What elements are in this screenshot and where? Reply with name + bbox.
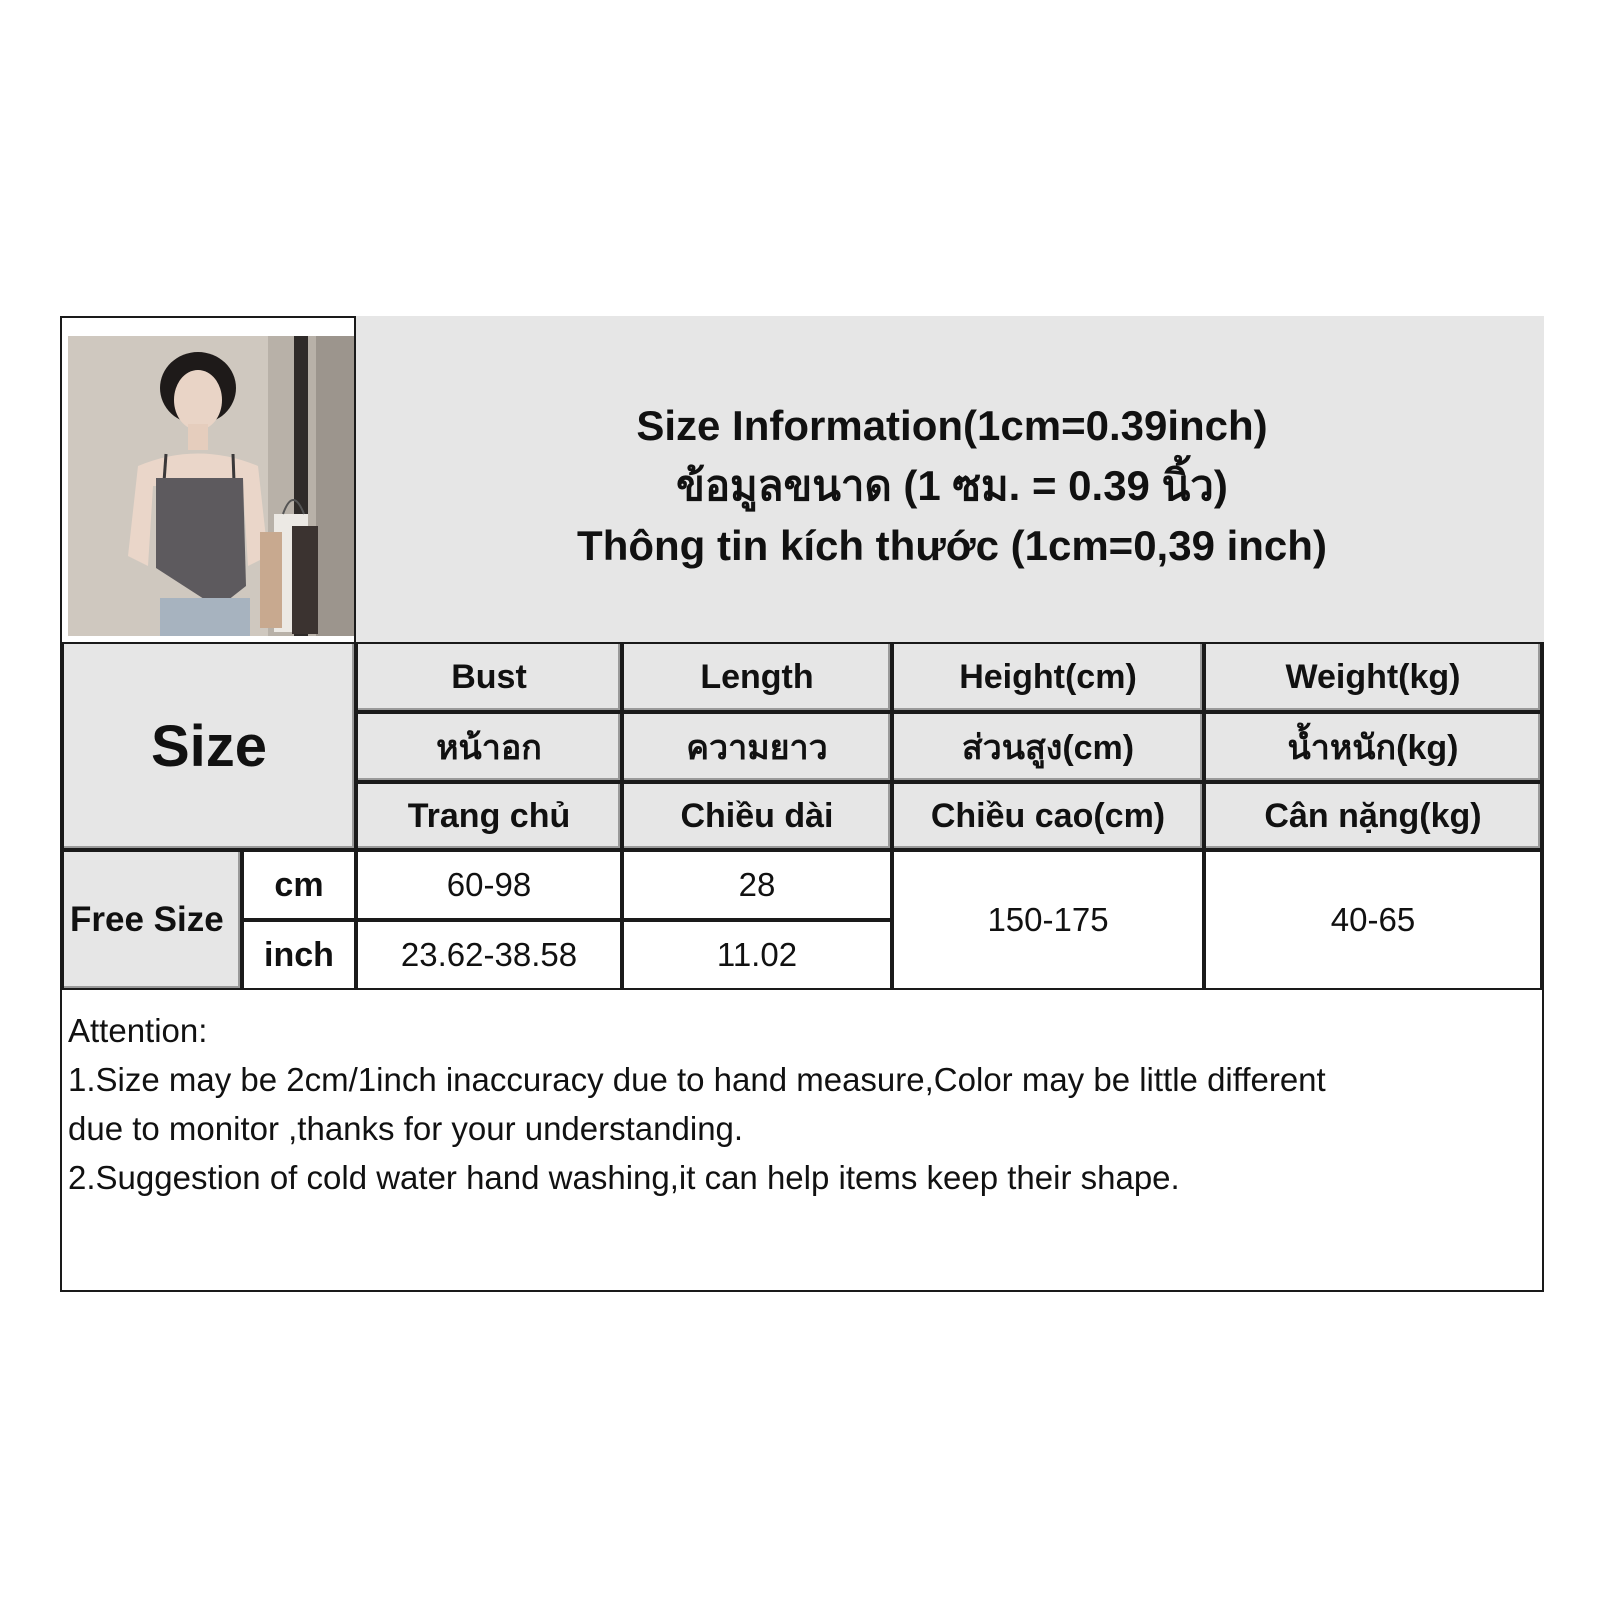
bust-inch-value: 23.62-38.58 <box>356 920 622 990</box>
product-photo <box>68 336 356 636</box>
length-cm-value: 28 <box>622 850 892 920</box>
title-thai: ข้อมูลขนาด (1 ซม. = 0.39 นิ้ว) <box>676 462 1228 509</box>
header-bust-th: หน้าอก <box>356 712 622 782</box>
size-header: Size <box>62 642 356 850</box>
header-bust-vi: Trang chủ <box>356 782 622 850</box>
weight-value: 40-65 <box>1204 850 1542 990</box>
bust-cm-value: 60-98 <box>356 850 622 920</box>
height-value: 150-175 <box>892 850 1204 990</box>
header-weight-vi: Cân nặng(kg) <box>1204 782 1542 850</box>
header-length-en: Length <box>622 642 892 712</box>
unit-inch: inch <box>242 920 356 990</box>
header-height-th: ส่วนสูง(cm) <box>892 712 1204 782</box>
header-weight-en: Weight(kg) <box>1204 642 1542 712</box>
attention-line-2: due to monitor ,thanks for your understanding. <box>68 1110 744 1147</box>
attention-heading: Attention: <box>68 1012 208 1049</box>
header-weight-th: น้ำหนัก(kg) <box>1204 712 1542 782</box>
attention-notes <box>68 1006 1528 1202</box>
length-inch-value: 11.02 <box>622 920 892 990</box>
header-length-vi: Chiều dài <box>622 782 892 850</box>
header-height-en: Height(cm) <box>892 642 1204 712</box>
title-english: Size Information(1cm=0.39inch) <box>636 402 1268 449</box>
size-chart-sheet <box>60 316 1544 1292</box>
title-block <box>362 318 1542 654</box>
attention-line-1: 1.Size may be 2cm/1inch inaccuracy due to hand measure,Color may be little different <box>68 1061 1326 1098</box>
model-illustration <box>68 336 356 636</box>
row-label-free-size: Free Size <box>62 850 242 990</box>
header-height-vi: Chiều cao(cm) <box>892 782 1204 850</box>
title-vietnamese: Thông tin kích thước (1cm=0,39 inch) <box>577 522 1327 569</box>
unit-cm: cm <box>242 850 356 920</box>
header-length-th: ความยาว <box>622 712 892 782</box>
attention-line-3: 2.Suggestion of cold water hand washing,it can help items keep their shape. <box>68 1159 1180 1196</box>
header-bust-en: Bust <box>356 642 622 712</box>
